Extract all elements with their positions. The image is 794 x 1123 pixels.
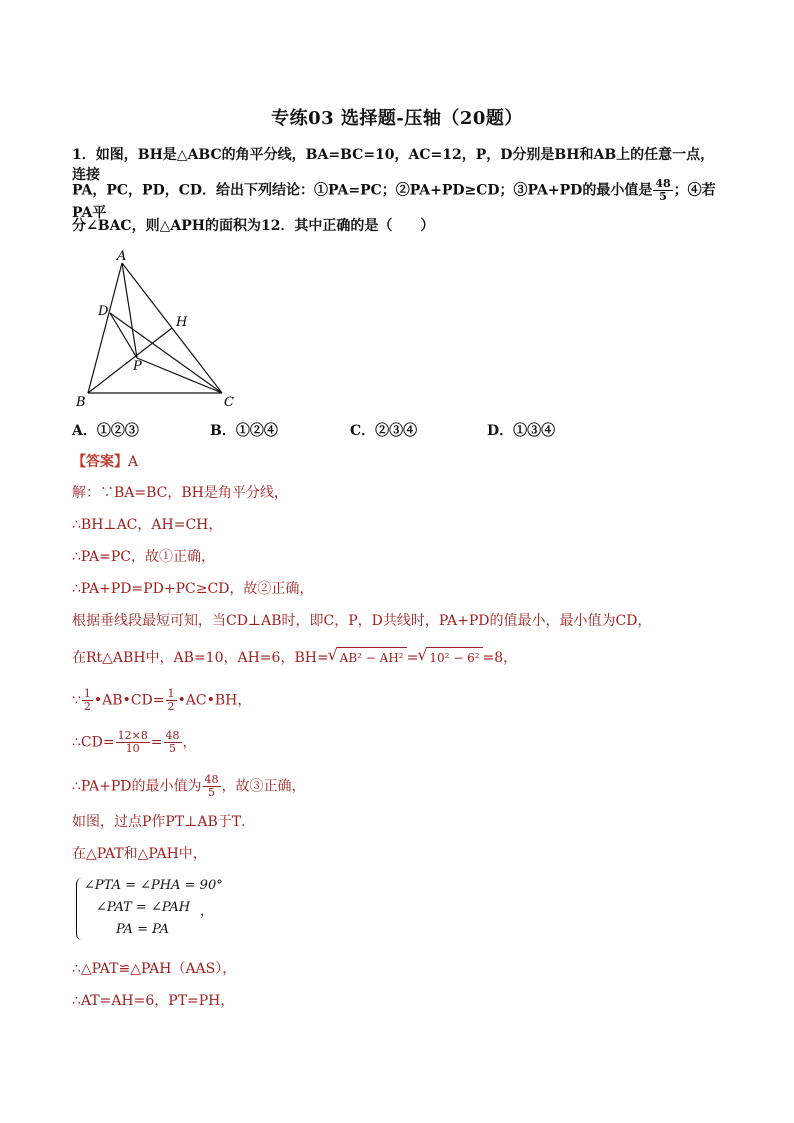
sqrt-ab-ah: √ AB² − AH² — [337, 647, 407, 668]
answer-value: A — [128, 454, 139, 470]
system-comma: ， — [200, 904, 214, 919]
option-a[interactable]: A．①②③ — [72, 423, 139, 439]
solution-line-13: ∴AT=AH=6，PT=PH， — [72, 993, 235, 1009]
question-line-1: 1．如图，BH是△ABC的角平分线，BA=BC=10，AC=12，P，D分别是BH和AB上的任意一点，连接 — [72, 147, 715, 183]
solution-line-10: 如图，过点P作PT⊥AB于T． — [72, 814, 256, 830]
fraction-numerator: 48 — [655, 177, 671, 190]
label-h: H — [176, 315, 188, 330]
triangle-figure — [72, 246, 252, 411]
fraction-48-5 — [653, 178, 672, 203]
option-c[interactable]: C．②③④ — [350, 423, 418, 439]
solution-line-4: ∴PA+PD=PD+PC≥CD，故②正确， — [72, 581, 314, 597]
answer-line — [72, 452, 724, 472]
option-d[interactable]: D．①③④ — [487, 423, 556, 439]
solution-line-8: ∴CD= $\frac{12\times 8}{10}$ = $\frac{48}{5}$ ， — [72, 729, 197, 755]
system-brace — [76, 878, 83, 940]
fraction-half-1: $\frac{1}{2}$ — [83, 687, 91, 713]
label-p: P — [133, 359, 142, 374]
fraction-12x8-10: $\frac{12\times 8}{10}$ — [117, 729, 148, 755]
page-title: 专练03 选择题-压轴（20题） — [271, 108, 523, 129]
label-d: D — [98, 304, 109, 319]
question-line-2-text: PA，PC，PD，CD．给出下列结论：①PA=PC；②PA+PD≥CD；③PA+PD的最小值是 — [72, 182, 653, 199]
answer-tag: 【答案】 — [72, 454, 128, 470]
solution-line-7: ∵ $\frac{1}{2}$ •AB•CD= $\frac{1}{2}$ •AC•BH， — [72, 687, 252, 713]
option-b[interactable]: B．①②④ — [210, 423, 278, 439]
segment-dc — [110, 313, 222, 393]
system-row-1: ∠PTA = ∠PHA = 90° — [84, 878, 223, 893]
fraction-half-2: $\frac{1}{2}$ — [167, 687, 175, 713]
segment-ap — [122, 263, 137, 358]
segment-ab — [88, 263, 122, 393]
solution-line-1: 解：∵BA=BC，BH是角平分线， — [72, 485, 288, 501]
question-line-3: 分∠BAC，则△APH的面积为12．其中正确的是（ ） — [72, 218, 435, 234]
label-c: C — [224, 395, 234, 410]
system-row-2: ∠PAT = ∠PAH — [96, 900, 191, 915]
solution-line-12: ∴△PAT≌△PAH（AAS）， — [72, 961, 237, 977]
system-row-3: PA = PA — [116, 922, 170, 937]
solution-line-6: 在Rt△ABH中，AB=10，AH=6，BH=√ AB² − AH² =√ 10² − 6² =8， — [72, 647, 724, 668]
label-a: A — [117, 249, 127, 264]
fraction-48-5-b: $\frac{48}{5}$ — [165, 729, 180, 755]
sqrt-10-6: √ 10² − 6² — [426, 647, 482, 668]
solution-line-3: ∴PA=PC，故①正确， — [72, 549, 216, 565]
equation-system — [76, 878, 276, 942]
solution-line-11: 在△PAT和△PAH中， — [72, 846, 207, 862]
fraction-denominator: 5 — [659, 190, 667, 203]
solution-line-9: ∴PA+PD的最小值为 $\frac{48}{5}$ ，故③正确， — [72, 773, 306, 799]
fraction-48-5-c: $\frac{48}{5}$ — [204, 773, 219, 799]
label-b: B — [76, 395, 86, 410]
segment-bh — [88, 328, 172, 393]
solution-line-2: ∴BH⊥AC，AH=CH， — [72, 517, 223, 533]
question-line-2-tail: ；④若PA平 — [72, 182, 716, 221]
solution-line-5: 根据垂线段最短可知，当CD⊥AB时，即C，P，D共线时，PA+PD的值最小，最小值为CD， — [72, 613, 652, 629]
